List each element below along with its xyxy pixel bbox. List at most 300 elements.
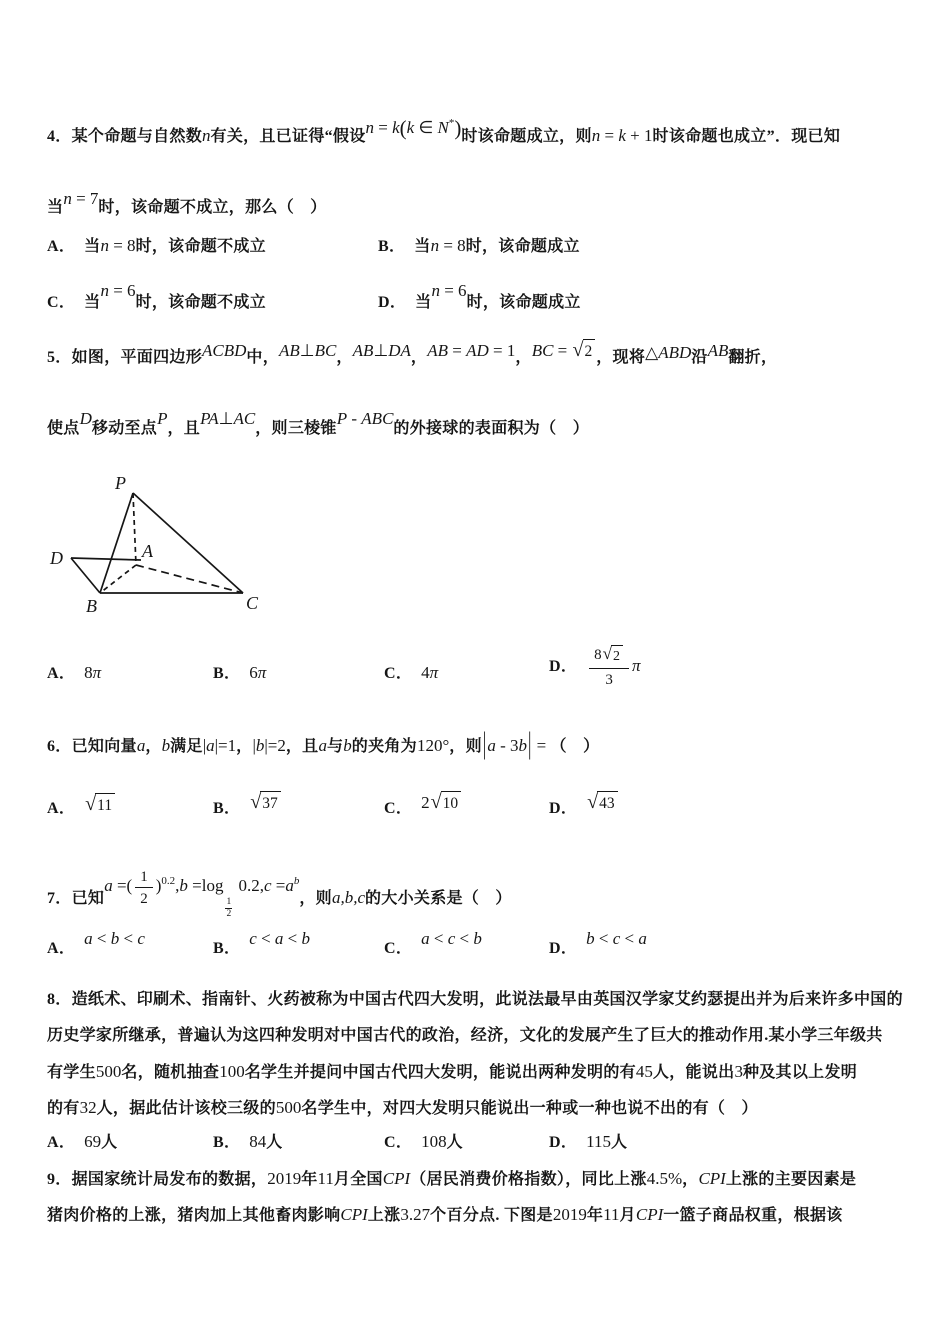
math-run: CPI	[635, 1205, 664, 1224]
text-run: 年	[586, 1207, 604, 1224]
text-run: ，且	[285, 738, 319, 755]
text-run: 人	[611, 1134, 628, 1151]
text-run: 时，该命题不成立	[135, 238, 266, 255]
math-run: ⊥	[299, 341, 315, 360]
text-run: 当	[84, 294, 101, 311]
option-label: C．	[384, 1134, 413, 1151]
math-run: 32	[79, 1098, 97, 1117]
q8-line-1	[47, 985, 903, 1015]
q4-line-1	[47, 108, 840, 152]
option-label: C．	[384, 940, 413, 957]
edge-DA	[71, 558, 141, 560]
option-label: D．	[549, 657, 578, 675]
option-content	[84, 238, 266, 255]
q4-options	[47, 231, 920, 318]
math-group	[84, 791, 116, 821]
math-run: a	[487, 736, 496, 755]
math-run: <	[256, 929, 275, 948]
math-run: k	[392, 118, 400, 137]
math-run: π	[632, 655, 641, 675]
option-content	[84, 665, 101, 682]
math-run: 11	[317, 1169, 334, 1188]
math-group	[80, 404, 92, 435]
math-group	[104, 866, 299, 920]
math-run: k	[406, 118, 415, 137]
radical	[250, 791, 280, 815]
math-run: c	[447, 929, 456, 948]
math-run: BC	[531, 341, 554, 360]
option-label: D．	[549, 1134, 578, 1151]
option-label: A．	[47, 940, 76, 957]
math-run: a	[318, 736, 327, 755]
math-run: 4.5%	[646, 1169, 683, 1188]
math-run: 6	[249, 663, 258, 683]
text-run: 的大小关系是（ ）	[365, 890, 512, 907]
math-run: -	[347, 409, 362, 428]
math-run: 108	[421, 1132, 447, 1151]
text-run: 当	[84, 238, 101, 255]
math-run: c	[263, 876, 272, 895]
math-run: a	[206, 736, 215, 755]
option-content	[421, 929, 482, 957]
math-run: ∈	[414, 118, 438, 137]
math-group	[645, 338, 691, 369]
text-run: 人	[446, 1134, 463, 1151]
q5-option-d	[549, 645, 920, 689]
text-run: 使点	[47, 420, 80, 437]
text-run: ，	[336, 349, 353, 366]
option-content	[586, 644, 641, 688]
text-run: 历史学家所继承，普遍认为这四种发明对中国古代的政治，经济，文化的发展产生了巨大的推动作用.某小学三年级共	[47, 1027, 883, 1044]
option-content	[84, 929, 145, 957]
text-run: 名学生并提问中国古代四大发明，能说出两种发明的有	[244, 1064, 636, 1081]
math-run: <	[429, 929, 448, 948]
q6-options	[47, 788, 920, 824]
q4-option-d	[378, 276, 920, 318]
text-run: 7．已知	[47, 890, 105, 907]
math-group	[366, 108, 462, 144]
q7-line-1	[47, 866, 512, 920]
math-group	[279, 336, 336, 367]
math-run: n	[100, 236, 109, 255]
math-run: b	[473, 929, 482, 948]
math-run: 115	[586, 1132, 612, 1151]
math-run: n	[431, 281, 440, 300]
text-run: 人，能说出	[652, 1064, 735, 1081]
q5-options	[47, 645, 920, 689]
math-run: = 7	[71, 189, 99, 208]
edge-PB	[100, 493, 133, 593]
q5-line-1	[47, 336, 777, 373]
option-label: B．	[378, 238, 406, 255]
math-run: 500	[95, 1062, 122, 1081]
math-group	[427, 336, 515, 367]
math-run: 2	[140, 890, 148, 907]
superscript: 0.2	[161, 875, 176, 887]
radical	[431, 791, 461, 815]
text-run: 时，该命题成立	[465, 238, 580, 255]
q5-option-b	[213, 658, 384, 689]
math-group	[337, 404, 394, 435]
text-run: 的夹角为	[351, 738, 417, 755]
math-group	[421, 924, 482, 955]
math-group	[84, 924, 145, 955]
text-run: 中，	[246, 349, 280, 366]
text-run: 名学生中，对四大发明只能说出一种或一种也说不出的有（ ）	[301, 1100, 758, 1117]
math-run: c	[612, 929, 621, 948]
radicand: 43	[597, 791, 618, 815]
math-group	[431, 276, 466, 307]
text-run: 时，该命题成立	[466, 294, 581, 311]
math-run: BC	[314, 341, 337, 360]
q6-option-d	[549, 789, 920, 824]
math-run: a	[104, 876, 113, 895]
option-label: C．	[384, 800, 413, 817]
math-run: ⊥	[373, 341, 389, 360]
math-run: a	[136, 736, 146, 755]
math-run: =	[374, 118, 393, 137]
math-run: n	[591, 126, 601, 145]
text-run: 6．已知向量	[47, 738, 137, 755]
math-run: <	[594, 929, 613, 948]
q5-figure-tetrahedron	[48, 470, 288, 625]
math-group	[353, 336, 411, 367]
big-paren: )	[454, 116, 462, 140]
text-run: 人	[266, 1134, 283, 1151]
math-run: PA	[200, 409, 219, 428]
edge-PA-dashed	[133, 493, 136, 565]
q9-line-2	[47, 1200, 843, 1231]
math-run: ABC	[361, 409, 394, 428]
figure-label-A: A	[142, 541, 153, 561]
math-run: π	[257, 663, 267, 683]
math-group	[586, 924, 647, 955]
text-run: 猪肉价格的上涨，猪肉加上其他畜肉影响	[47, 1207, 341, 1224]
radical	[85, 793, 115, 817]
text-run: 移动至点	[91, 420, 158, 437]
math-run: AC	[233, 409, 256, 428]
math-run: <	[119, 929, 138, 948]
math-run: n	[63, 189, 72, 208]
text-run: 当	[414, 238, 431, 255]
math-run: c	[249, 929, 257, 948]
math-run: N	[437, 118, 449, 137]
radicand: 2	[583, 339, 596, 363]
math-group	[421, 788, 462, 819]
radical-sign: √	[85, 793, 97, 815]
text-run: 9．据国家统计局发布的数据，	[47, 1171, 268, 1188]
math-run: AB	[427, 341, 449, 360]
radical-sign: √	[250, 791, 262, 813]
math-run: AB	[352, 341, 374, 360]
option-label: D．	[378, 294, 407, 311]
q8-line-4	[47, 1093, 758, 1124]
option-label: A．	[47, 1134, 76, 1151]
text-run: 5．如图，平面四边形	[47, 349, 203, 366]
math-run: =	[187, 876, 202, 895]
text-run: 当	[415, 294, 432, 311]
math-run: a	[638, 929, 647, 948]
math-run: ,	[175, 876, 180, 895]
math-run: = 6	[439, 281, 467, 300]
math-run: b	[301, 929, 311, 948]
radical-sign: √	[572, 339, 584, 361]
numerator	[589, 645, 629, 669]
subscript-fraction	[225, 897, 232, 920]
math-run: ACBD	[202, 341, 247, 360]
text-run: 名，随机抽查	[121, 1064, 220, 1081]
math-run: a	[84, 929, 93, 948]
text-run: 上涨的主要因素是	[725, 1171, 857, 1188]
math-run: CPI	[340, 1205, 368, 1224]
math-run: n	[430, 236, 440, 255]
math-run: 11	[603, 1205, 620, 1224]
radical	[573, 339, 596, 363]
option-content	[84, 1134, 117, 1151]
radical	[587, 791, 617, 815]
text-run: ，且	[167, 420, 201, 437]
option-label: D．	[549, 800, 578, 817]
text-run: 的有	[47, 1100, 80, 1117]
q6-option-b	[213, 789, 384, 824]
math-run: DA	[388, 341, 411, 360]
text-run: 与	[326, 738, 344, 755]
math-run: |	[202, 736, 207, 755]
math-run: 100	[219, 1062, 245, 1081]
q6-option-c	[384, 788, 549, 824]
math-run: c	[137, 929, 145, 948]
math-run: a	[421, 929, 430, 948]
option-label: A．	[47, 800, 76, 817]
math-run: ⊥	[218, 409, 234, 428]
denominator	[605, 669, 613, 689]
math-run: =	[271, 876, 286, 895]
text-run: 月	[619, 1207, 636, 1224]
math-run: |=2	[264, 736, 286, 755]
math-group	[202, 336, 246, 367]
radical	[603, 645, 623, 667]
math-run: 2	[421, 793, 430, 812]
math-run: a	[274, 929, 284, 948]
option-content	[249, 791, 281, 817]
math-run: b	[255, 736, 265, 755]
figure-label-D: D	[50, 548, 63, 568]
math-run: 8	[84, 663, 93, 683]
text-run: ，则	[449, 738, 482, 755]
math-run: n	[202, 126, 211, 145]
q8-option-b	[213, 1127, 384, 1158]
math-run: a	[285, 876, 294, 895]
math-run: b	[586, 929, 595, 948]
math-run: n	[365, 118, 375, 137]
math-run: CPI	[698, 1169, 726, 1188]
math-group	[200, 404, 255, 435]
q4-option-b	[378, 231, 920, 262]
q5-option-c	[384, 658, 549, 689]
text-run: 有关，且已证得“假设	[210, 128, 366, 145]
text-run: （居民消费价格指数），同比上涨	[410, 1171, 647, 1188]
q4-line-2	[47, 184, 327, 223]
text-run: 当	[47, 199, 64, 216]
q4-option-a	[47, 231, 378, 262]
text-run: ，	[682, 1171, 699, 1188]
q8-line-2	[47, 1021, 883, 1051]
option-content	[84, 281, 266, 311]
q9-line-1	[47, 1164, 856, 1195]
q4-option-c	[47, 276, 378, 318]
option-content	[249, 1134, 282, 1151]
math-run: 2019	[552, 1205, 587, 1224]
math-run: =	[600, 126, 619, 145]
math-group	[586, 789, 618, 819]
fraction	[589, 645, 629, 689]
math-run: b	[179, 876, 188, 895]
math-run: 2019	[267, 1169, 302, 1188]
q8-option-c	[384, 1127, 549, 1158]
option-label: B．	[213, 800, 241, 817]
denominator: 2	[226, 908, 232, 919]
text-run: 4．某个命题与自然数	[47, 128, 203, 145]
math-run: = 8	[439, 236, 466, 255]
q7-option-c	[384, 924, 549, 964]
text-run: 上涨	[367, 1207, 401, 1224]
q7-options	[47, 924, 920, 964]
option-label: B．	[213, 940, 241, 957]
q8-options	[47, 1127, 920, 1158]
math-run: - 3	[495, 736, 519, 755]
math-run: <	[283, 929, 302, 948]
radicand: 37	[260, 791, 281, 815]
text-run: 满足	[170, 738, 203, 755]
option-content	[586, 1134, 627, 1151]
option-label: D．	[549, 940, 578, 957]
math-run: + 1	[625, 126, 653, 145]
text-run: 种及其以上发明	[742, 1064, 858, 1081]
q5-option-a	[47, 658, 213, 689]
text-run: 人，据此估计该校三级的	[96, 1100, 276, 1117]
q7-option-d	[549, 924, 920, 964]
text-run: 一篮子商品权重，根据该	[663, 1207, 843, 1224]
math-group	[249, 789, 281, 819]
q8-option-a	[47, 1127, 213, 1158]
math-run: AB	[279, 341, 300, 360]
math-run: log	[201, 876, 224, 895]
math-run: |	[252, 736, 256, 755]
text-run: 翻折，	[728, 349, 778, 366]
option-content	[421, 665, 438, 682]
math-run: 3	[605, 672, 613, 688]
q6-line-1	[47, 726, 600, 762]
math-run: <	[455, 929, 474, 948]
math-run: P	[336, 409, 348, 428]
denominator	[140, 888, 148, 908]
math-run: <	[620, 929, 639, 948]
math-run: =(	[112, 876, 133, 895]
text-run: ，现将	[596, 349, 646, 366]
math-group	[708, 336, 729, 367]
math-run: |=1	[214, 736, 237, 755]
radicand: 11	[95, 793, 115, 817]
text-run: 8．造纸术、印刷术、指南针、火药被称为中国古代四大发明，此说法最早由英国汉学家艾约瑟提出并为后来许多中国的	[47, 991, 903, 1008]
text-run: 的外接球的表面积为（ ）	[393, 420, 590, 437]
option-content	[249, 665, 266, 682]
radical-sign: √	[430, 791, 442, 813]
option-content	[84, 793, 116, 817]
text-run: （ ）	[550, 738, 600, 755]
fraction	[135, 867, 153, 908]
figure-label-B: B	[86, 596, 97, 616]
radicand: 2	[611, 645, 623, 667]
math-run: <	[92, 929, 111, 948]
math-run: AD	[466, 341, 489, 360]
math-group	[100, 276, 135, 307]
math-run: a,b,c	[331, 888, 365, 907]
text-run: 有学生	[47, 1064, 96, 1081]
option-content	[414, 238, 580, 255]
math-run: b	[518, 736, 527, 755]
q8-option-d	[549, 1127, 920, 1158]
math-run: 8	[594, 647, 602, 663]
math-run: = 8	[108, 236, 136, 255]
text-run: 时，该命题不成立	[135, 294, 266, 311]
option-label: B．	[213, 1134, 241, 1151]
option-content	[586, 929, 647, 957]
math-run: k	[618, 126, 626, 145]
math-group	[532, 336, 597, 367]
math-run: 3.27	[400, 1205, 431, 1224]
text-run: ，	[236, 738, 253, 755]
math-run: b	[161, 736, 171, 755]
math-run: =	[553, 341, 572, 360]
math-run: ABD	[658, 343, 692, 362]
q7-option-b	[213, 924, 384, 964]
option-content	[421, 1134, 463, 1151]
math-run: 4	[421, 663, 430, 683]
text-run: ，	[515, 349, 532, 366]
superscript: b	[293, 875, 300, 887]
option-label: A．	[47, 238, 76, 255]
math-run: b	[343, 736, 352, 755]
math-run: =	[532, 736, 551, 755]
math-run: 3	[734, 1062, 743, 1081]
option-label: A．	[47, 665, 76, 683]
math-run: π	[429, 663, 439, 683]
option-content	[415, 281, 581, 311]
math-run: b	[110, 929, 120, 948]
radicand: 10	[441, 791, 462, 815]
math-run: = 1	[488, 341, 516, 360]
abs-value-bar: |	[482, 726, 487, 761]
option-content	[249, 929, 311, 957]
math-run: 500	[275, 1098, 302, 1117]
math-run: 69	[84, 1132, 102, 1151]
text-run: ，则	[299, 890, 332, 907]
text-run: 月全国	[333, 1171, 383, 1188]
q8-line-3	[47, 1057, 857, 1088]
text-run: 个百分点. 下图是	[430, 1207, 553, 1224]
text-run: ，	[145, 738, 162, 755]
math-run: 1	[140, 868, 148, 885]
math-run: 120°	[416, 736, 450, 755]
figure-label-P: P	[115, 473, 126, 493]
option-label: C．	[384, 665, 413, 683]
math-group	[157, 404, 167, 435]
math-run: π	[92, 663, 102, 683]
edge-DB	[71, 558, 100, 593]
option-label: B．	[213, 665, 241, 683]
math-run: 45	[635, 1062, 653, 1081]
math-run: D	[79, 409, 92, 428]
